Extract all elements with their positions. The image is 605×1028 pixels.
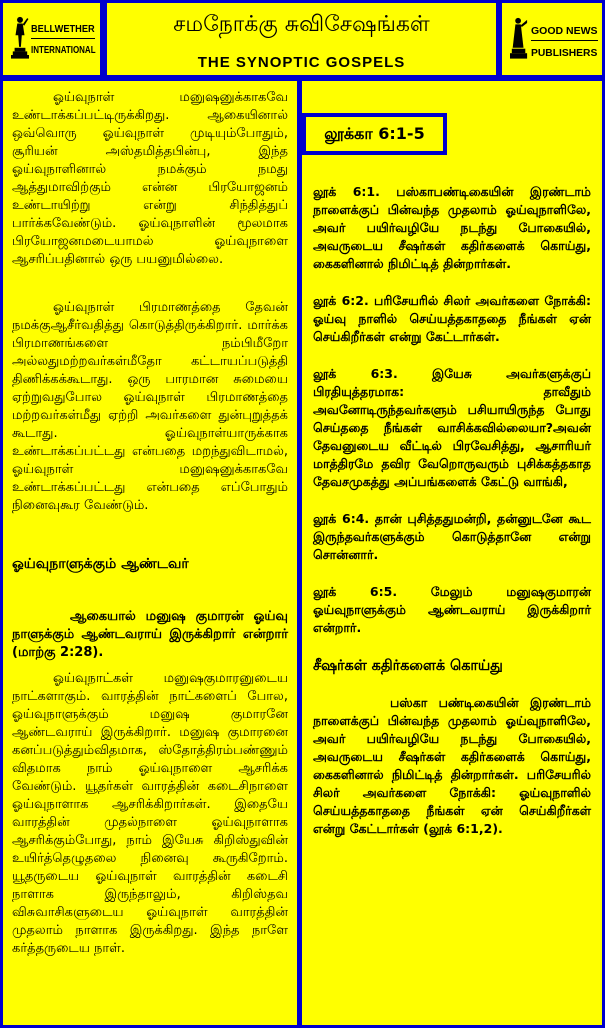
verse-paragraph: லூக் 6:2. பரிசேயரில் சிலர் அவர்களை நோக்கி: ஓய்வு நாளில் செய்யத்தகாததை நீங்கள் ஏன் செய்கிறீர்கள் என்று கேட்டார்கள்.: [313, 293, 591, 344]
commentary-column: [3, 81, 297, 1025]
bellwether-logo-line-1: BELLWETHER: [31, 23, 95, 35]
section-heading: ஓய்வுநாளுக்கும் ஆண்டவர்: [12, 556, 189, 572]
key-verse: ஆகையால் மனுஷ குமாரன் ஓய்வு நாளுக்கும் ஆண்டவராய் இருக்கிறார் என்றார் (மாற்கு 2:28).: [12, 609, 288, 661]
verse-paragraph: லூக் 6:1. பஸ்காபண்டிகையின் இரண்டாம் நாளைக்குப் பின்வந்த முதலாம் ஓய்வுநாளிலே, அவர் பயிர்வழியே நடந்து போகையில், அவருடைய சீஷர்கள் கதிர்களைக் கொய்து, கைகளினால் நிமிட்டித் தின்றார்கள்.: [313, 184, 591, 271]
verse-paragraph: லூக் 6:3. இயேசு அவர்களுக்குப் பிரதியுத்தரமாக: தாவீதும் அவனோடிருந்தவர்களும் பசியாயிருந்த போது செய்ததை நீங்கள் வாசிக்கவில்லையா?அவன் தேவனுடைய வீட்டில் பிரவேசித்து, ஆசாரியர் மாத்திரமே தவிர வேறொருவரும் புசிக்கத்தகாத தேவசமுகத்து அப்பங்களைக் கேட்டு வாங்கி,: [313, 366, 591, 489]
verse-paragraph: லூக் 6:5. மேலும் மனுஷகுமாரன் ஓய்வுநாளுக்கும் ஆண்டவராய் இருக்கிறார் என்றார்.: [313, 584, 591, 635]
good-news-publishers-logo: [502, 3, 602, 75]
good-news-logo-line-1: GOOD NEWS: [531, 25, 598, 37]
verse-paragraph: லூக் 6:4. தான் புசித்ததுமன்றி, தன்னுடனே கூட இருந்தவர்களுக்கும் கொடுத்தானே என்று சொன்னார்.: [313, 511, 591, 562]
closing-paragraph: ஓய்வுநாட்கள் மனுஷகுமாரனுடைய நாட்களாகும். வாரத்தின் நாட்களைப் போல, ஓய்வுநாளுக்கும் மனுஷ குமாரனே ஆண்டவராய் இருக்கிறார். மனுஷ குமாரனை கனப்படுத்தும்விதமாக, ஸ்தோத்திரம்பண்ணும் விதமாக நாம் ஓய்வுநாளை ஆசரிக்க வேண்டும். யூதர்கள் வாரத்தின் கடைசிநாளை ஓய்வுநாளாக ஆசரிக்கிறார்கள். இதையே வாரத்தின் முதல்நாளை ஓய்வுநாளாக ஆசரிக்கும்போது, நாம் இயேசு கிறிஸ்துவின் உயிர்த்தெழுதலை நினைவு கூருகிறோம். யூதருடைய ஓய்வுநாள் வாரத்தின் கடைசி நாளாக இருந்தாலும், கிறிஸ்தவ விசுவாசிகளுடைய ஓய்வுநாள் வாரத்தின் முதலாம் நாளாக இருக்கிறது. இந்த நாளே கர்த்தருடைய நாள்.: [12, 671, 288, 957]
scripture-reference-box: லூக்கா 6:1-5: [302, 113, 447, 155]
page-subtitle: THE SYNOPTIC GOSPELS: [197, 54, 406, 71]
section-heading: சீஷர்கள் கதிர்களைக் கொய்து: [313, 658, 503, 674]
page-title: சமநோக்கு சுவிசேஷங்கள்: [173, 12, 430, 37]
page-header-title: [107, 3, 496, 75]
commentary-paragraph: ஓய்வுநாள் பிரமாணத்தை தேவன் நமக்குஆசீர்வதித்து கொடுத்திருக்கிறார். மார்க்க பிரமாணங்களை நம்பிமீறோ அல்லதுமற்றவர்கள்மீதோ கட்டாயப்படுத்தி திணிக்கக்கூடாது. ஒரு பாரமான சுமையை ஏற்றுவதுபோல ஓய்வுநாள் பிரமாணத்தை மற்றவர்கள்மீது ஏற்றி அவர்களை துன்புறுத்தக் கூடாது. ஓய்வுநாள்யாருக்காக உண்டாக்கப்பட்டது என்பதை மறந்துவிடாமல், ஓய்வுநாள் மனுஷனுக்காகவே உண்டாக்கப்பட்டது என்பதை எப்போதும் நினைவுகூர வேண்டும்.: [12, 300, 288, 513]
scripture-column: [302, 81, 602, 1025]
commentary-paragraph: ஓய்வுநாள் மனுஷனுக்காகவே உண்டாக்கப்பட்டிருக்கிறது. ஆகையினால் ஒவ்வொரு ஓய்வுநாள் முடியும்போதும், சூரியன் அஸ்தமித்தபின்பு, இந்த ஓய்வுநாளினால் நமக்கும் நமது ஆத்துமாவிற்கும் என்ன பிரயோஜனம் உண்டாயிற்று என்று சிந்தித்துப் பார்க்கவேண்டும். ஓய்வுநாளின் மூலமாக பிரயோஜனமடையாமல் ஓய்வுநாளை ஆசரிப்பதினால் ஒரு பயனுமில்லை.: [12, 90, 288, 267]
bellwether-logo: [3, 3, 100, 75]
bellwether-logo-line-2: INTERNATIONAL: [31, 44, 96, 56]
good-news-figure-icon: [510, 13, 528, 61]
logo-divider: [531, 40, 598, 41]
bellwether-figure-icon: [11, 13, 29, 61]
summary-paragraph: பஸ்கா பண்டிகையின் இரண்டாம் நாளைக்குப் பின்வந்த முதலாம் ஓய்வுநாளிலே, அவர் பயிர்வழியே நடந்து போகையில், அவருடைய சீஷர்கள் கதிர்களைக் கொய்து, கைகளினால் நிமிட்டித் தின்றார்கள். பரிசேயரில் சிலர் அவர்களை நோக்கி: ஓய்வுநாளில் செய்யத்தகாததை நீங்கள் ஏன் செய்கிறீர்கள் என்று கேட்டார்கள் (லூக் 6:1,2).: [313, 694, 591, 836]
logo-divider: [31, 38, 95, 39]
good-news-logo-line-2: PUBLISHERS: [531, 47, 598, 59]
